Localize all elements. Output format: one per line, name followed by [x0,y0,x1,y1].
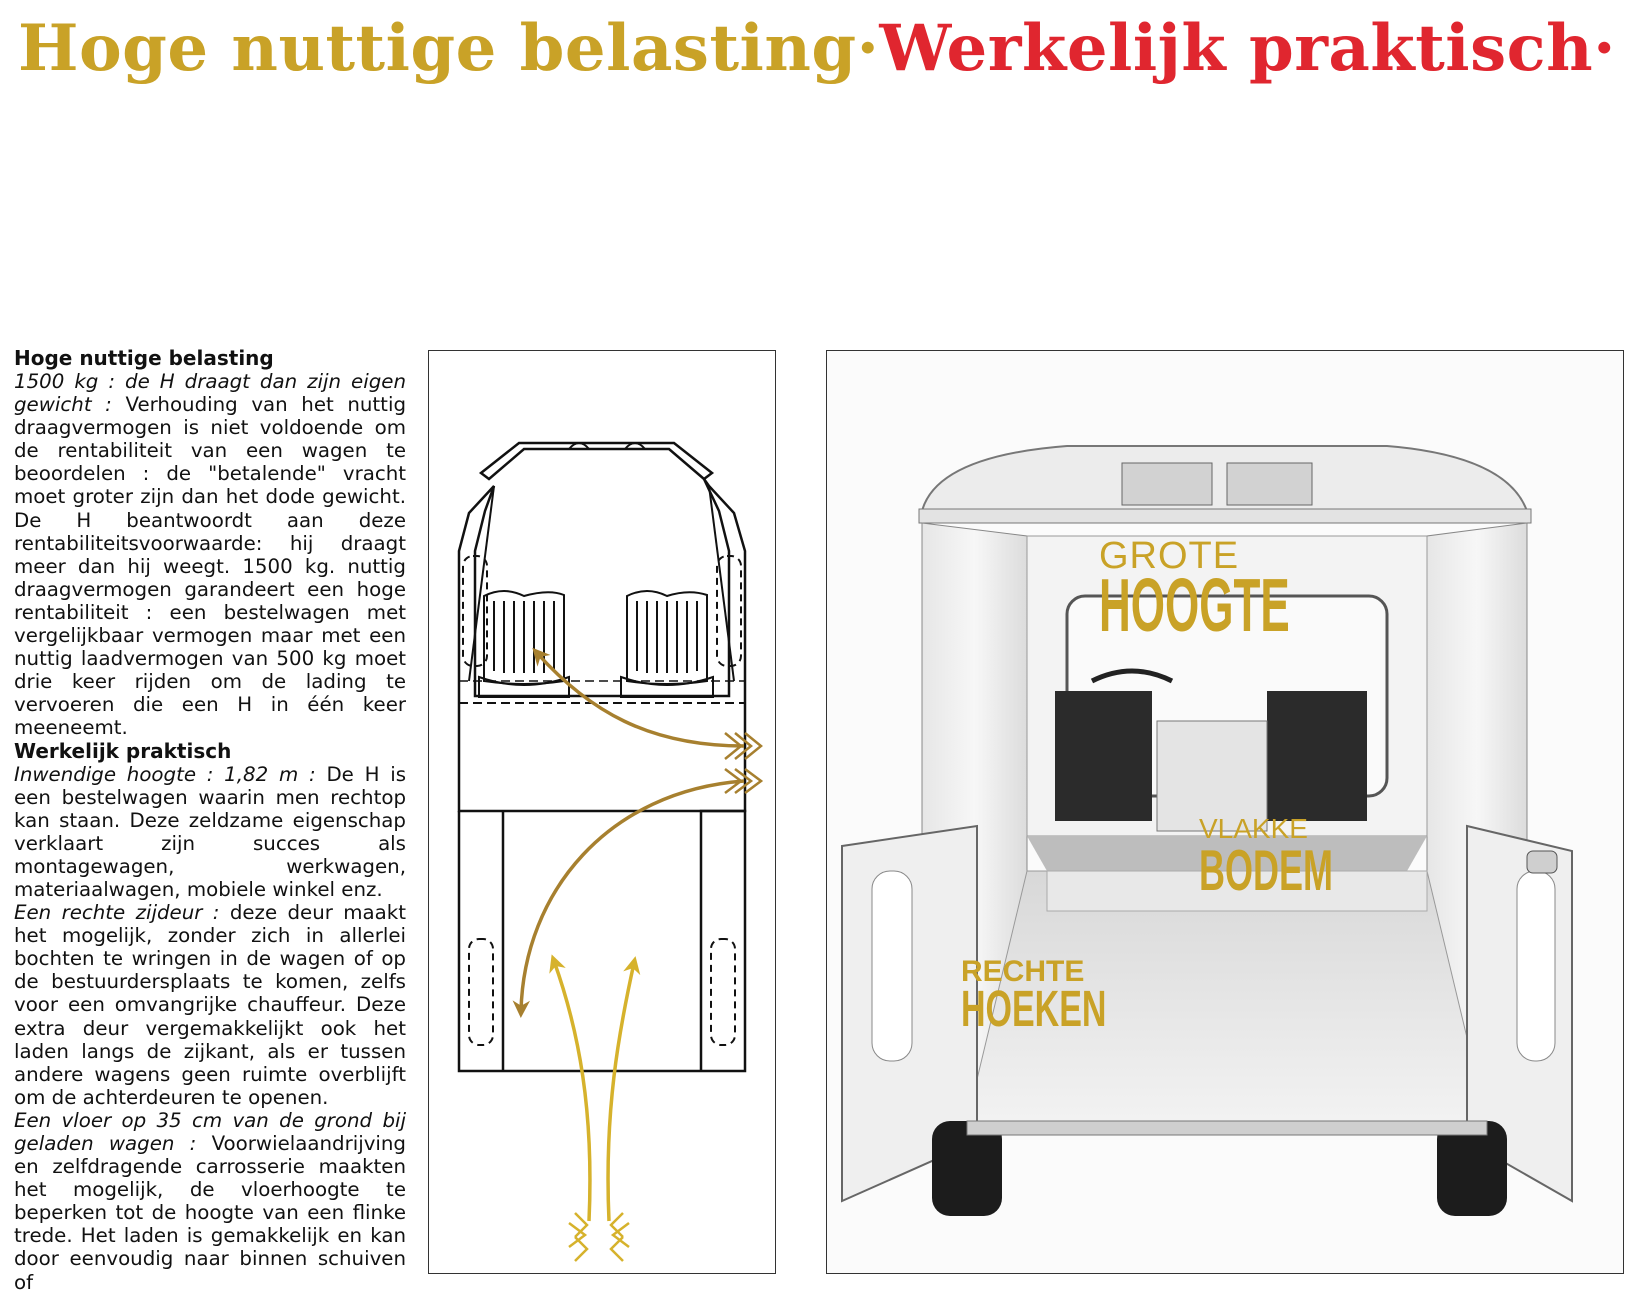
van-interior-photo [827,351,1623,1273]
seat-left [1055,691,1152,821]
label-word-grote: GROTE [1099,535,1240,577]
label-vlakke-bodem [1199,813,1333,903]
label-word-hoeken: HOEKEN [961,981,1107,1038]
paragraph-lead: Inwendige hoogte : 1,82 m : [14,762,316,786]
paragraph-body: Voorwielaandrijving en zelfdragende carrosserie maakten het mogelijk, de vloerhoogte te beperken tot de hoogte van een flinke trede. Het laden is gemakkelijk en kan door eenvoudig naar binnen schuiven of [14,1132,406,1294]
door-panel-recess [872,871,912,1061]
section-paragraph [14,901,406,1109]
paragraph-body: Verhouding van het nuttig draagvermogen is niet voldoende om de rentabiliteit van een wagen te beoordelen : de "betalende" vracht moet groter zijn dan het dode gewicht. De H beantwoordt aan deze rentabiliteitsvoorwaarde: hij draagt meer dan hij weegt. 1500 kg. nuttig draagvermogen garandeert een hoge rentabiliteit : een bestelwagen met vergelijkbaar vermogen maar met een nuttig laadvermogen van 500 kg moet drie keer rijden om de lading te vervoeren die een H in één keer meeneemt. [14,393,406,740]
seat-right [1267,691,1367,821]
headline-separator: · [856,11,880,86]
roof-vent [1122,463,1212,505]
section-paragraph [14,1109,406,1294]
van-floor-plan-diagram [429,351,775,1273]
rear-wheel-right [711,939,735,1045]
cargo-photo-panel [826,350,1624,1274]
door-handle [1527,851,1557,873]
paragraph-lead: 1500 kg : de H draagt dan zijn eigen gewicht : [14,370,406,417]
page-headline [18,6,1634,92]
section-paragraph [14,370,406,740]
cargo-body [459,811,745,1071]
rear-wheel-left [469,939,493,1045]
fletching-icon [611,1213,629,1261]
paragraph-body: De H is een bestelwagen waarin men rechtop kan staan. Deze zeldzame eigenschap verklaart zijn succes als montagewagen, werkwagen, materiaalwagen, mobiele winkel enz. [14,762,407,901]
rear-door-arrow [608,963,634,1221]
van-roof [922,446,1527,511]
roof-rail [919,509,1531,523]
label-grote-hoogte [1099,535,1290,648]
paragraph-lead: Een rechte zijdeur : [14,901,220,925]
rear-door-arrow [554,961,590,1221]
headline-part1: Hoge nuttige belasting [18,11,857,86]
label-word-vlakke: VLAKKE [1199,813,1308,844]
section-heading: Werkelijk praktisch [14,738,232,763]
article-text-column [14,347,406,1294]
label-word-bodem: BODEM [1199,837,1333,903]
rear-bumper [967,1121,1487,1135]
label-word-rechte: RECHTE [961,955,1085,988]
paragraph-body: deze deur maakt het mogelijk, zonder zich in allerlei bochten te wringen in de wagen of op de bestuurdersplaats te komen, zelfs voor een omvangrijke chauffeur. Deze extra deur vergemakkelijkt ook het laden langs de zijkant, als er tussen andere wagens geen ruimte overblijft om de achterdeuren te openen. [14,901,406,1109]
headline-separator: · [1593,11,1616,86]
paragraph-lead: Een vloer op 35 cm van de grond bij geladen wagen : [14,1108,406,1155]
floor-plan-panel [428,350,776,1274]
cab-pillar [469,486,494,681]
label-word-hoogte: HOOGTE [1099,564,1290,648]
section-heading: Hoge nuttige belasting [14,346,274,370]
roof-vent [1227,463,1312,505]
cab-outline [459,479,745,811]
label-rechte-hoeken [961,955,1131,1038]
section-paragraph [14,763,406,902]
door-panel-recess [1517,871,1555,1061]
hood-outline [481,443,712,479]
headline-part2: Werkelijk praktisch [879,11,1594,86]
fletching-icon [569,1213,587,1261]
side-door-arrow [537,653,744,746]
